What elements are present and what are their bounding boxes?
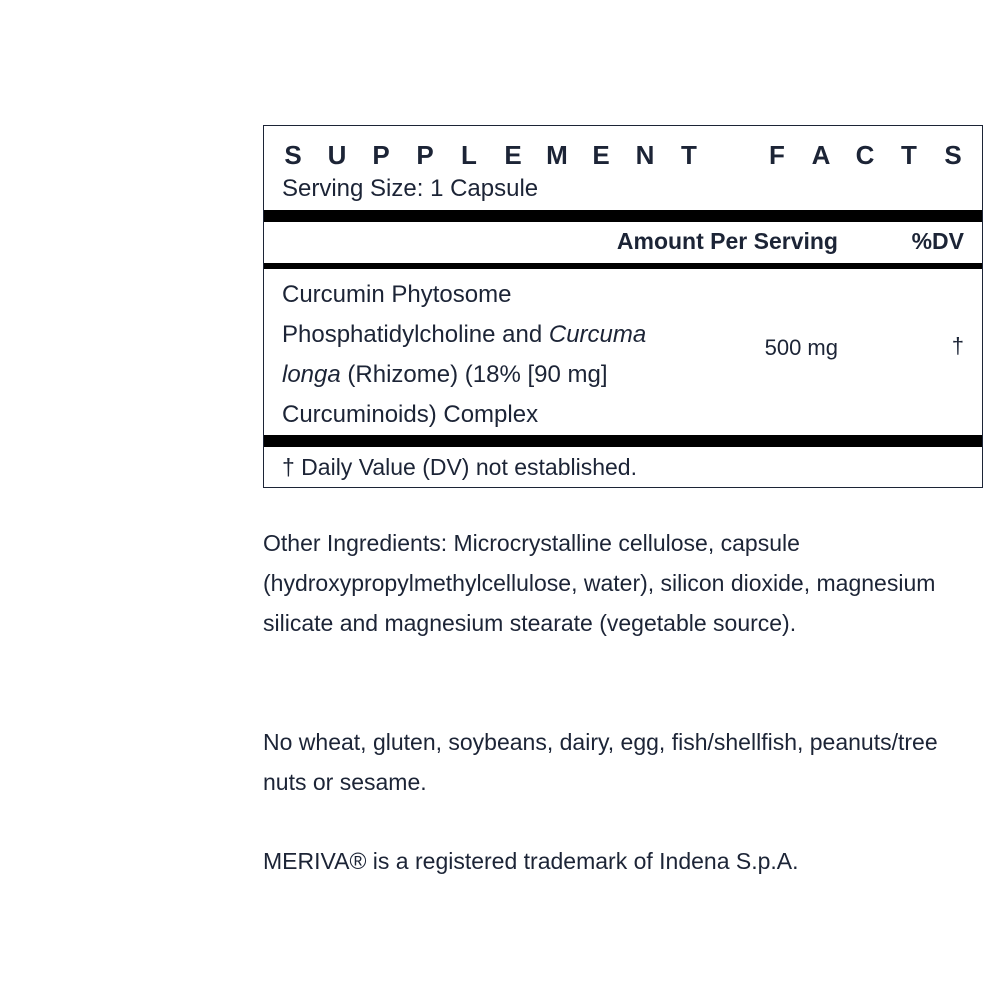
- divider-thick: [264, 210, 982, 222]
- title-letter: T: [901, 140, 917, 170]
- ingredient-name-line: Phosphatidylcholine and: [282, 321, 549, 348]
- title-letter: P: [416, 140, 434, 170]
- supplement-facts-title: [282, 126, 964, 168]
- ingredient-name-line: Curcuminoids) Complex: [282, 401, 539, 428]
- title-letter: N: [635, 140, 655, 170]
- ingredient-name-italic: Curcuma: [548, 321, 647, 348]
- title-letter: M: [546, 140, 568, 170]
- title-letter: P: [372, 140, 390, 170]
- ingredient-name-line: (Rhizome) (18% [90 mg]: [340, 361, 608, 388]
- title-letter: A: [811, 140, 831, 170]
- ingredient-amount: 500 mg: [764, 335, 838, 360]
- ingredient-row: [264, 269, 982, 435]
- ingredient-name-line: Curcumin Phytosome: [282, 281, 512, 308]
- ingredient-name: [282, 275, 722, 435]
- title-letter: S: [284, 140, 302, 170]
- serving-size: Serving Size: 1 Capsule: [282, 175, 539, 202]
- title-letter: E: [592, 140, 610, 170]
- trademark-notice: MERIVA® is a registered trademark of Indena S.p.A.: [263, 848, 799, 874]
- allergen-statement: No wheat, gluten, soybeans, dairy, egg, fish/shellfish, peanuts/tree nuts or sesame.: [263, 729, 938, 795]
- title-letter: E: [504, 140, 522, 170]
- amount-per-serving-header: Amount Per Serving: [616, 228, 838, 254]
- title-letter: C: [855, 140, 875, 170]
- daily-value-footnote: † Daily Value (DV) not established.: [282, 454, 637, 480]
- ingredient-daily-value: †: [951, 333, 964, 358]
- title-letter: L: [461, 140, 477, 170]
- ingredient-name-italic: longa: [282, 361, 341, 388]
- daily-value-header: %DV: [911, 228, 964, 254]
- supplement-facts-panel: [263, 125, 983, 488]
- title-letter: F: [769, 140, 785, 170]
- facts-header-row: [264, 222, 982, 263]
- title-letter: U: [327, 140, 347, 170]
- title-letter: T: [681, 140, 697, 170]
- other-ingredients-text: Other Ingredients: Microcrystalline cellulose, capsule (hydroxypropylmethylcellulose, water), silicon dioxide, magnesium silicate and magnesium stearate (vegetable source).: [263, 530, 936, 636]
- divider-thick: [264, 435, 982, 447]
- title-letter: S: [944, 140, 962, 170]
